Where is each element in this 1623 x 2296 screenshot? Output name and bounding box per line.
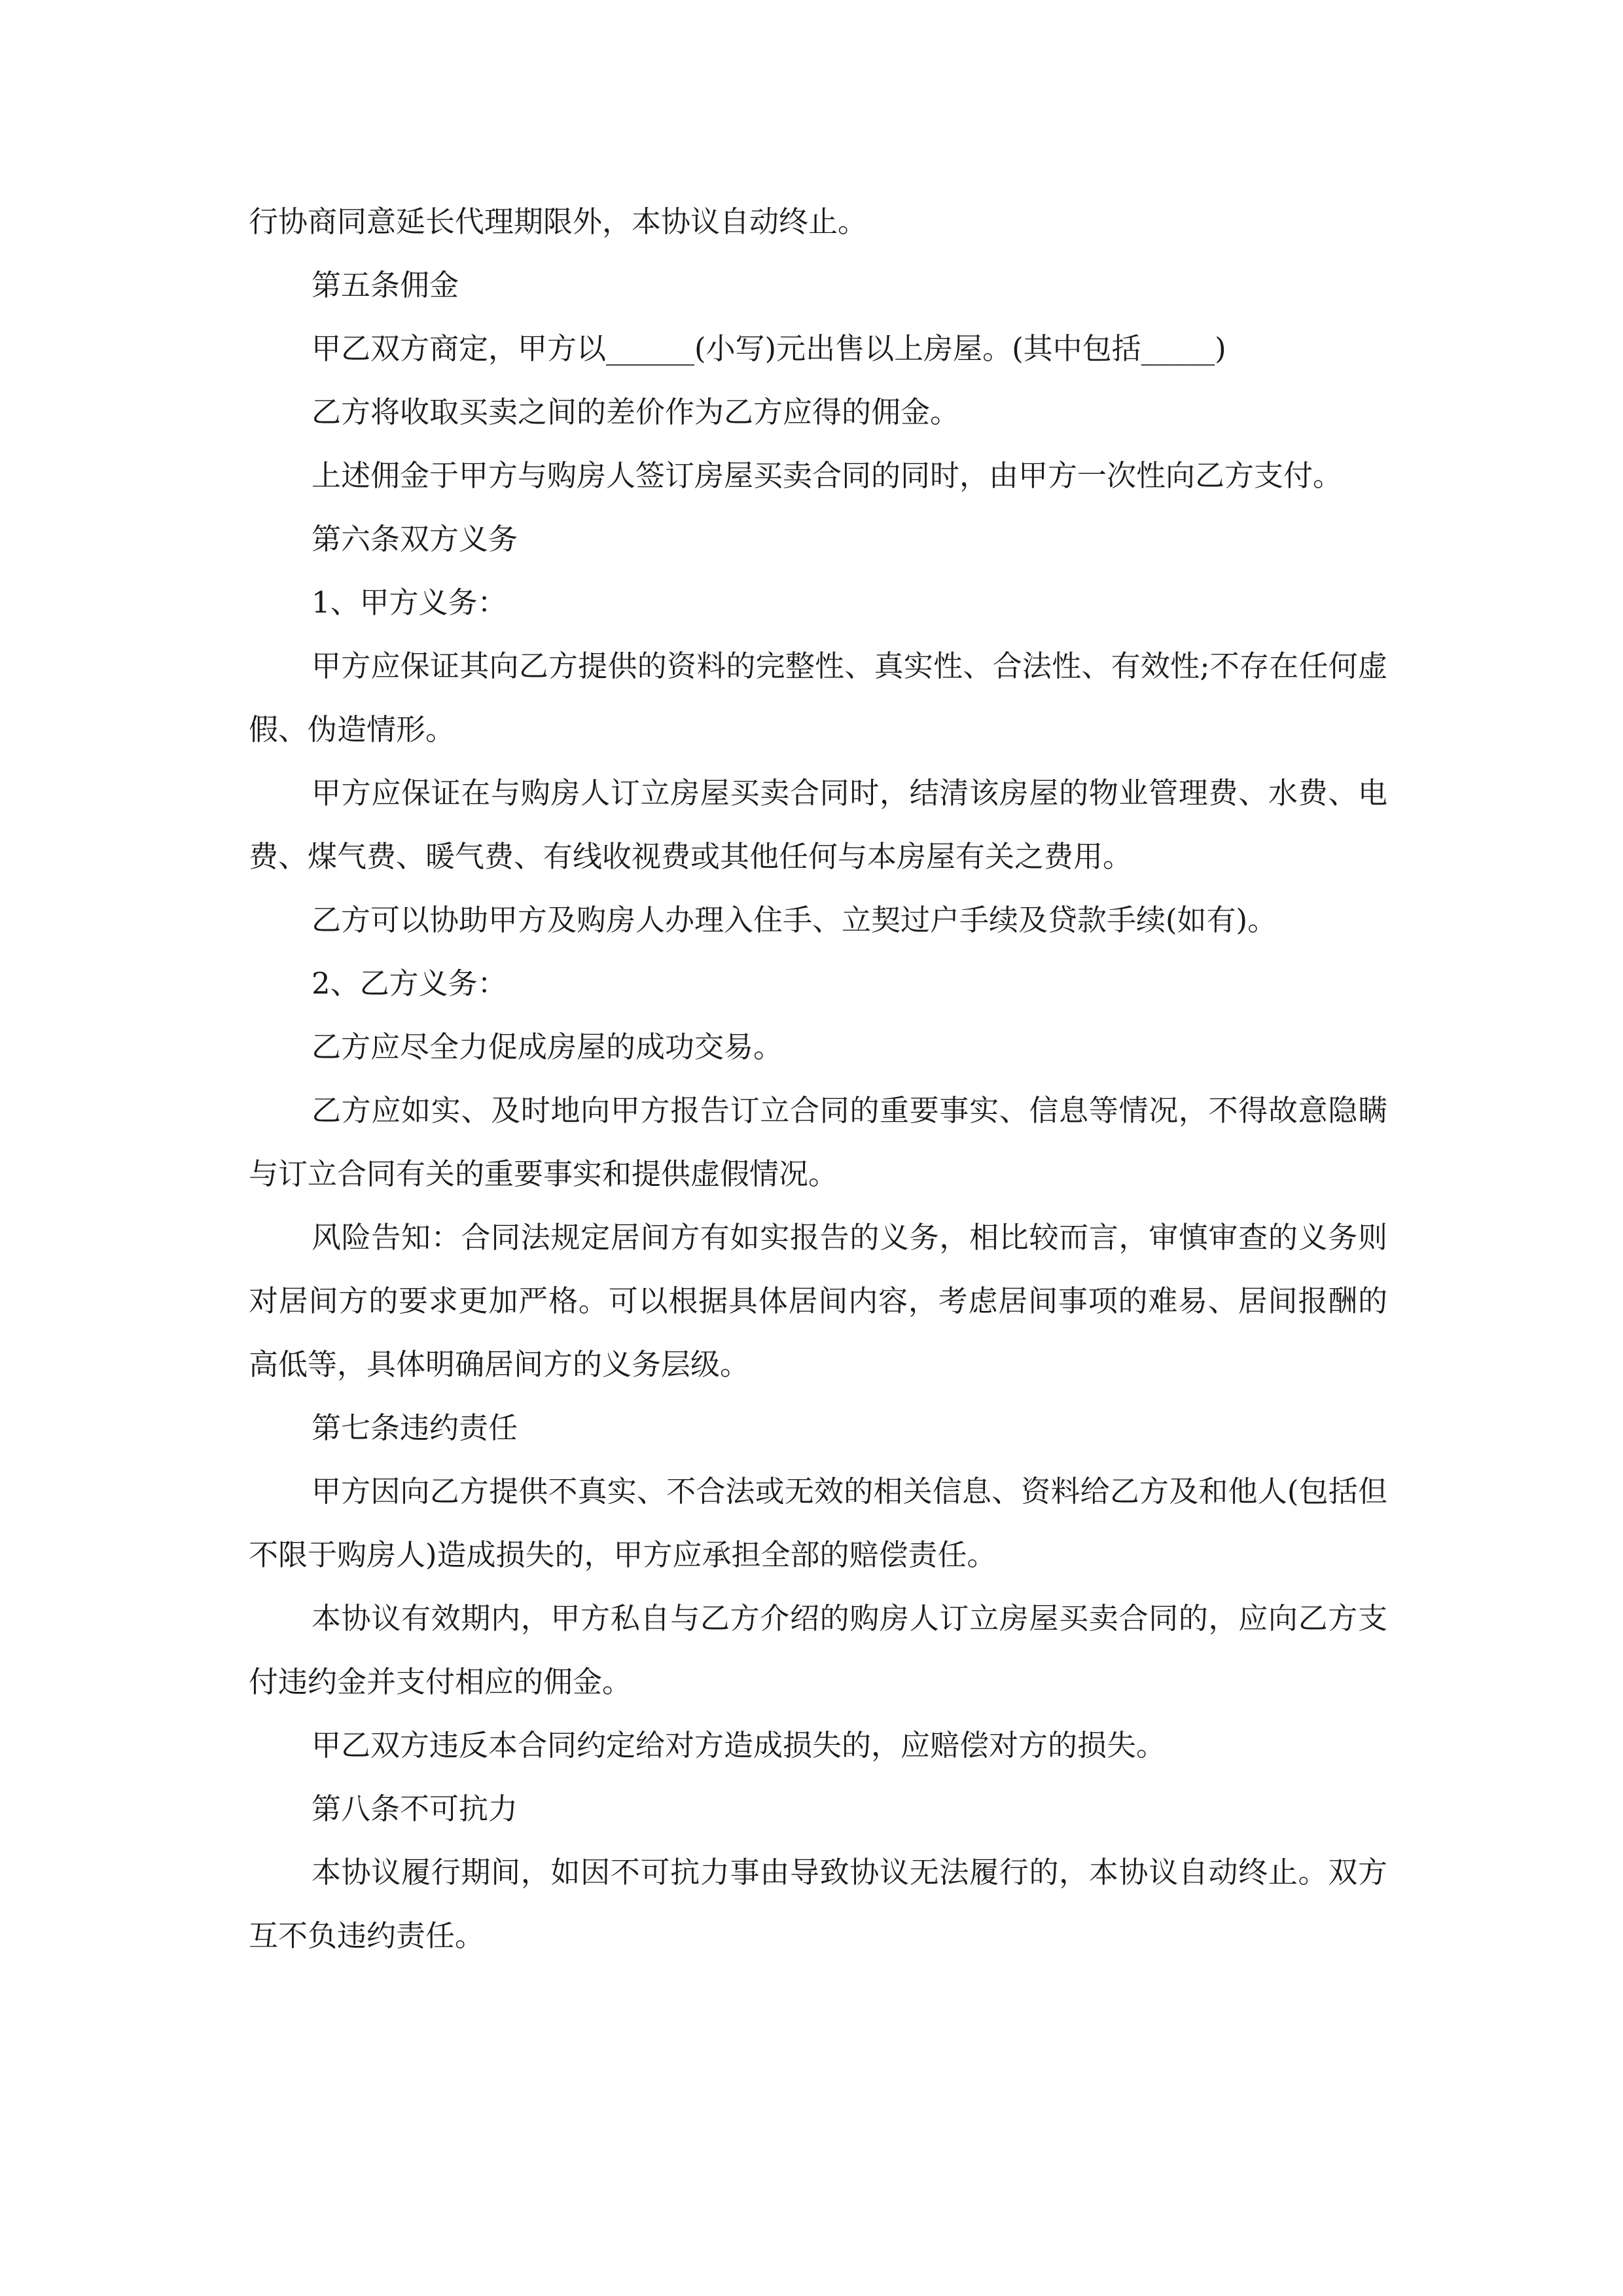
heading-article-5: 第五条佣金 [312,268,459,302]
paragraph: 上述佣金于甲方与购房人签订房屋买卖合同的同时，由甲方一次性向乙方支付。 [312,458,1343,493]
paragraph: 乙方可以协助甲方及购房人办理入住手、立契过户手续及贷款手续(如有)。 [312,903,1277,937]
document-body [249,190,1387,1967]
paragraph: 本协议有效期内，甲方私自与乙方介绍的购房人订立房屋买卖合同的，应向乙方支付违约金并支付相应的佣金。 [249,1601,1387,1699]
subheading-party-b-duties: 2、乙方义务： [312,966,507,1001]
paragraph: 甲乙双方违反本合同约定给对方造成损失的，应赔偿对方的损失。 [312,1728,1166,1763]
heading-article-6: 第六条双方义务 [312,522,518,556]
paragraph: 乙方应如实、及时地向甲方报告订立合同的重要事实、信息等情况，不得故意隐瞒与订立合同有关的重要事实和提供虚假情况。 [249,1093,1387,1191]
paragraph: 甲方因向乙方提供不真实、不合法或无效的相关信息、资料给乙方及和他人(包括但不限于购房人)造成损失的，甲方应承担全部的赔偿责任。 [249,1474,1387,1572]
paragraph: 乙方将收取买卖之间的差价作为乙方应得的佣金。 [312,395,960,429]
paragraph: 甲乙双方商定，甲方以______(小写)元出售以上房屋。(其中包括_____) [312,331,1226,366]
heading-article-7: 第七条违约责任 [312,1410,518,1445]
paragraph: 本协议履行期间，如因不可抗力事由导致协议无法履行的，本协议自动终止。双方互不负违约责任。 [249,1855,1387,1953]
paragraph: 甲方应保证其向乙方提供的资料的完整性、真实性、合法性、有效性;不存在任何虚假、伪造情形。 [249,649,1387,747]
paragraph: 甲方应保证在与购房人订立房屋买卖合同时，结清该房屋的物业管理费、水费、电费、煤气费、暖气费、有线收视费或其他任何与本房屋有关之费用。 [249,776,1387,874]
paragraph: 乙方应尽全力促成房屋的成功交易。 [312,1030,783,1064]
paragraph-continuation: 行协商同意延长代理期限外，本协议自动终止。 [249,204,868,239]
heading-article-8: 第八条不可抗力 [312,1791,518,1826]
paragraph-risk-notice: 风险告知：合同法规定居间方有如实报告的义务，相比较而言，审慎审查的义务则对居间方的要求更加严格。可以根据具体居间内容，考虑居间事项的难易、居间报酬的高低等，具体明确居间方的义务层级。 [249,1220,1387,1382]
subheading-party-a-duties: 1、甲方义务： [312,585,507,620]
